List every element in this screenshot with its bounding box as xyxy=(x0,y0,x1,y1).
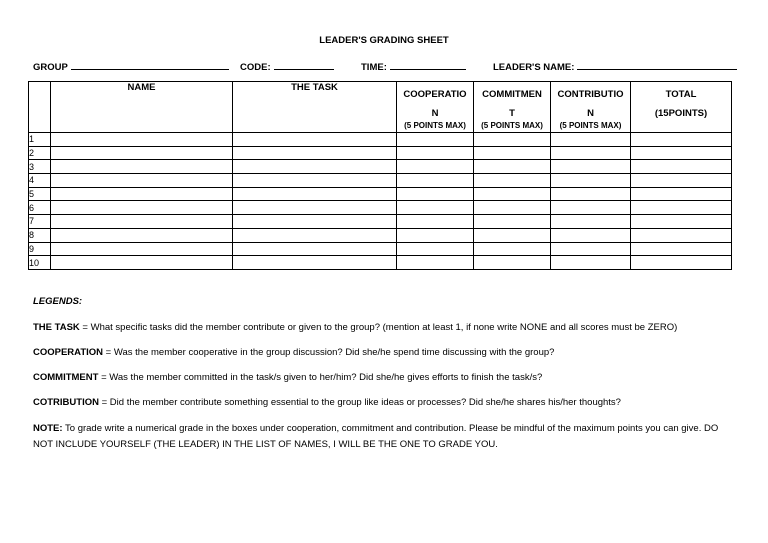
task-cell[interactable] xyxy=(233,201,397,215)
legend-commitment xyxy=(33,371,733,385)
cooperation-cell[interactable] xyxy=(397,242,474,256)
legend-contribution-label: COTRIBUTION xyxy=(33,397,99,408)
commitment-cell[interactable] xyxy=(474,187,551,201)
cooperation-cell[interactable] xyxy=(397,201,474,215)
legend-task xyxy=(33,321,733,335)
contribution-cell[interactable] xyxy=(551,133,631,147)
group-label: GROUP xyxy=(33,62,68,73)
total-cell[interactable] xyxy=(631,242,732,256)
cooperation-cell[interactable] xyxy=(397,215,474,229)
row-number: 1 xyxy=(29,133,51,147)
commitment-cell[interactable] xyxy=(474,146,551,160)
total-cell[interactable] xyxy=(631,133,732,147)
name-cell[interactable] xyxy=(51,228,233,242)
commitment-cell[interactable] xyxy=(474,133,551,147)
name-cell[interactable] xyxy=(51,174,233,188)
sheet-title: LEADER'S GRADING SHEET xyxy=(319,35,449,46)
code-label: CODE: xyxy=(240,62,271,73)
commitment-cell[interactable] xyxy=(474,215,551,229)
task-cell[interactable] xyxy=(233,215,397,229)
legend-task-label: THE TASK xyxy=(33,322,80,333)
legend-contribution-text: = Did the member contribute something essential to the group like ideas or processes? Did she/he shares his/her thoughts? xyxy=(98,397,621,408)
contribution-cell[interactable] xyxy=(551,187,631,201)
commitment-cell[interactable] xyxy=(474,174,551,188)
header-cooperation xyxy=(397,82,474,133)
legend-note-text: To grade write a numerical grade in the boxes under cooperation, commitment and contribution. Please be mindful of the maximum points you can give. DO NOT INCLUDE YOURSELF (THE LEADER) IN THE LIST OF NAMES, I WILL BE THE ONE TO GRADE YOU. xyxy=(33,423,719,450)
header-total-line1: TOTAL xyxy=(665,89,697,100)
table-row xyxy=(29,187,732,201)
cooperation-cell[interactable] xyxy=(397,228,474,242)
table-header-row xyxy=(29,82,732,133)
code-field xyxy=(240,59,334,73)
table-row xyxy=(29,146,732,160)
name-cell[interactable] xyxy=(51,133,233,147)
legend-commitment-label: COMMITMENT xyxy=(33,372,99,383)
header-task: THE TASK xyxy=(233,82,397,133)
name-cell[interactable] xyxy=(51,187,233,201)
time-field xyxy=(361,59,466,73)
header-cooperation-line2: N xyxy=(431,108,439,119)
header-number xyxy=(29,82,51,133)
header-cooperation-max: (5 POINTS MAX) xyxy=(404,121,466,130)
row-number: 2 xyxy=(29,146,51,160)
table-row xyxy=(29,174,732,188)
commitment-cell[interactable] xyxy=(474,242,551,256)
legend-cooperation-text: = Was the member cooperative in the group discussion? Did she/he spend time discussing with the group? xyxy=(103,347,555,358)
task-cell[interactable] xyxy=(233,228,397,242)
cooperation-cell[interactable] xyxy=(397,174,474,188)
legend-cooperation xyxy=(33,346,733,360)
grading-table xyxy=(28,81,732,270)
legend-note-label: NOTE: xyxy=(33,423,63,434)
cooperation-cell[interactable] xyxy=(397,256,474,270)
cooperation-cell[interactable] xyxy=(397,187,474,201)
header-commitment-line1: COMMITMEN xyxy=(482,89,542,100)
header-contribution-line2: N xyxy=(587,108,594,119)
row-number: 4 xyxy=(29,174,51,188)
table-row xyxy=(29,215,732,229)
row-number: 3 xyxy=(29,160,51,174)
contribution-cell[interactable] xyxy=(551,256,631,270)
contribution-cell[interactable] xyxy=(551,174,631,188)
time-input-line[interactable] xyxy=(390,59,466,70)
header-commitment-line2: T xyxy=(509,108,515,119)
contribution-cell[interactable] xyxy=(551,242,631,256)
contribution-cell[interactable] xyxy=(551,160,631,174)
task-cell[interactable] xyxy=(233,146,397,160)
code-input-line[interactable] xyxy=(274,59,334,70)
total-cell[interactable] xyxy=(631,187,732,201)
table-row xyxy=(29,160,732,174)
row-number: 9 xyxy=(29,242,51,256)
total-cell[interactable] xyxy=(631,228,732,242)
legend-task-text: = What specific tasks did the member contribute or given to the group? (mention at least 1, if none write NONE and all scores must be ZERO) xyxy=(79,322,678,333)
name-cell[interactable] xyxy=(51,160,233,174)
leader-name-input-line[interactable] xyxy=(577,59,737,70)
task-cell[interactable] xyxy=(233,174,397,188)
leader-name-label: LEADER'S NAME: xyxy=(493,62,575,73)
contribution-cell[interactable] xyxy=(551,201,631,215)
contribution-cell[interactable] xyxy=(551,146,631,160)
legend-contribution xyxy=(33,396,733,410)
task-cell[interactable] xyxy=(233,256,397,270)
table-row xyxy=(29,228,732,242)
leader-name-field xyxy=(493,59,737,73)
time-label: TIME: xyxy=(361,62,387,73)
header-cooperation-line1: COOPERATIO xyxy=(403,89,467,100)
cooperation-cell[interactable] xyxy=(397,146,474,160)
row-number: 7 xyxy=(29,215,51,229)
header-commitment-max: (5 POINTS MAX) xyxy=(481,121,543,130)
cooperation-cell[interactable] xyxy=(397,133,474,147)
task-cell[interactable] xyxy=(233,187,397,201)
header-total-line2: (15POINTS) xyxy=(654,108,708,119)
commitment-cell[interactable] xyxy=(474,256,551,270)
task-cell[interactable] xyxy=(233,160,397,174)
task-cell[interactable] xyxy=(233,242,397,256)
contribution-cell[interactable] xyxy=(551,215,631,229)
table-row xyxy=(29,133,732,147)
legend-commitment-text: = Was the member committed in the task/s given to her/him? Did she/he gives efforts to finish the task/s? xyxy=(98,372,543,383)
total-cell[interactable] xyxy=(631,256,732,270)
name-cell[interactable] xyxy=(51,256,233,270)
name-cell[interactable] xyxy=(51,242,233,256)
commitment-cell[interactable] xyxy=(474,201,551,215)
row-number: 6 xyxy=(29,201,51,215)
legends-section xyxy=(33,296,733,464)
cooperation-cell[interactable] xyxy=(397,160,474,174)
header-contribution xyxy=(551,82,631,133)
total-cell[interactable] xyxy=(631,146,732,160)
group-field xyxy=(33,59,229,73)
name-cell[interactable] xyxy=(51,215,233,229)
total-cell[interactable] xyxy=(631,215,732,229)
legend-cooperation-label: COOPERATION xyxy=(33,347,104,358)
commitment-cell[interactable] xyxy=(474,228,551,242)
name-cell[interactable] xyxy=(51,201,233,215)
header-contribution-line1: CONTRIBUTIO xyxy=(557,89,624,100)
commitment-cell[interactable] xyxy=(474,160,551,174)
total-cell[interactable] xyxy=(631,201,732,215)
header-name: NAME xyxy=(51,82,233,133)
total-cell[interactable] xyxy=(631,174,732,188)
total-cell[interactable] xyxy=(631,160,732,174)
header-total xyxy=(631,82,732,133)
header-contribution-max: (5 POINTS MAX) xyxy=(559,121,622,130)
legends-title: LEGENDS: xyxy=(33,296,83,307)
table-row xyxy=(29,256,732,270)
task-cell[interactable] xyxy=(233,133,397,147)
header-commitment xyxy=(474,82,551,133)
row-number: 5 xyxy=(29,187,51,201)
row-number: 8 xyxy=(29,228,51,242)
row-number: 10 xyxy=(29,256,51,270)
group-input-line[interactable] xyxy=(71,59,229,70)
table-row xyxy=(29,242,732,256)
contribution-cell[interactable] xyxy=(551,228,631,242)
name-cell[interactable] xyxy=(51,146,233,160)
legend-note xyxy=(33,421,733,453)
table-row xyxy=(29,201,732,215)
